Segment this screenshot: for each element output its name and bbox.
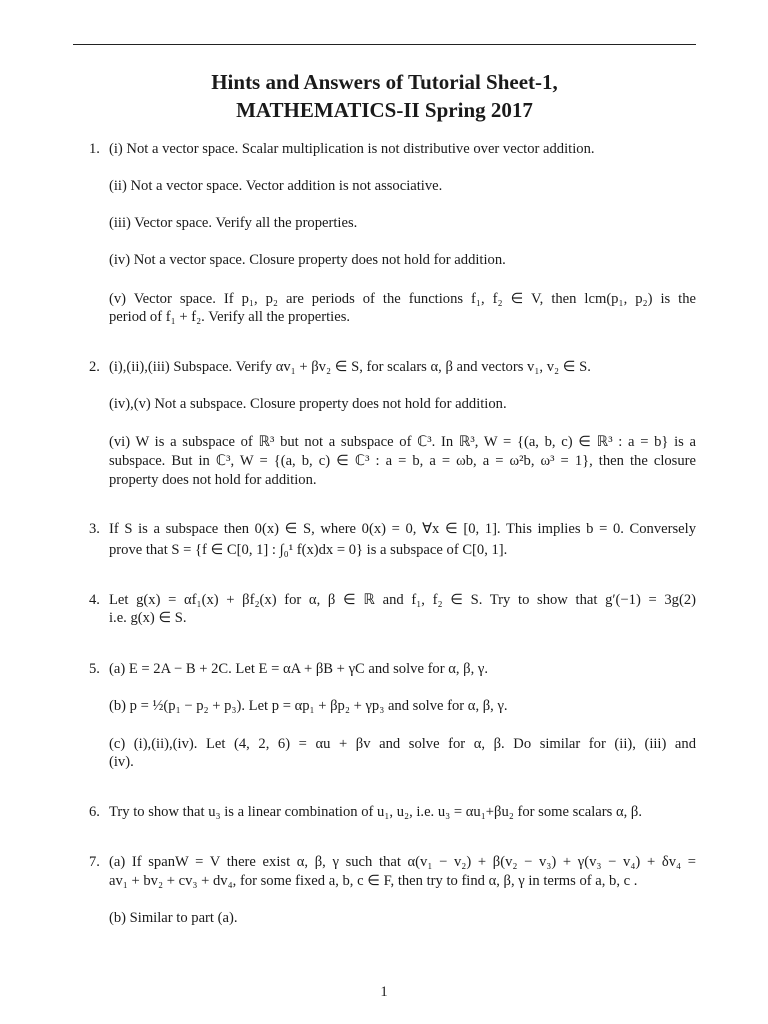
answer-line: (iv). [109, 754, 134, 770]
answer-line: Try to show that u₃ is a linear combination of u₁, u₂, i.e. u₃ = αu₁+βu₂ for some scalars α, β. [109, 804, 642, 820]
answer-line: If S is a subspace then 0(x) ∈ S, where 0(x) = 0, ∀x ∈ [0, 1]. This implies b = 0. Conversely [109, 521, 696, 537]
answer-line: period of f₁ + f₂. Verify all the properties. [109, 309, 351, 325]
answer-line: (vi) W is a subspace of ℝ³ but not a subspace of ℂ³. In ℝ³, W = {(a, b, c) ∈ ℝ³ : a = b} is a [109, 434, 696, 450]
answer-line: av₁ + bv₂ + cv₃ + dv₄, for some fixed a, b, c ∈ F, then try to find α, β, γ in terms of a, b, c . [109, 873, 638, 889]
item-number: 2. [89, 359, 100, 375]
answer-line: (iv) Not a vector space. Closure property does not hold for addition. [109, 252, 506, 268]
answer-line: property does not hold for addition. [109, 472, 317, 488]
answer-line: (c) (i),(ii),(iv). Let (4, 2, 6) = αu + βv and solve for α, β. Do similar for (ii), (iii) and [109, 736, 696, 752]
top-rule [73, 44, 696, 45]
answer-line: (i) Not a vector space. Scalar multiplication is not distributive over vector addition. [109, 141, 595, 157]
answer-line: (a) E = 2A − B + 2C. Let E = αA + βB + γC and solve for α, β, γ. [109, 661, 488, 677]
answer-line: (a) If spanW = V there exist α, β, γ such that α(v₁ − v₂) + β(v₂ − v₃) + γ(v₃ − v₄) + δv₄ = [109, 854, 696, 870]
answer-line: Let g(x) = αf₁(x) + βf₂(x) for α, β ∈ ℝ and f₁, f₂ ∈ S. Try to show that g′(−1) = 3g(2) [109, 592, 696, 608]
page-number: 1 [380, 984, 388, 1000]
item-number: 5. [89, 661, 100, 677]
answer-line: (iv),(v) Not a subspace. Closure property does not hold for addition. [109, 396, 507, 412]
item-number: 6. [89, 804, 100, 820]
page-title-line-2: MATHEMATICS-II Spring 2017 [236, 98, 533, 122]
answer-line: (v) Vector space. If p₁, p₂ are periods of the functions f₁, f₂ ∈ V, then lcm(p₁, p₂) is the [109, 291, 696, 307]
answer-line: (b) p = ½(p₁ − p₂ + p₃). Let p = αp₁ + βp₂ + γp₃ and solve for α, β, γ. [109, 698, 508, 714]
answer-line: (b) Similar to part (a). [109, 910, 238, 926]
page-title-line-1: Hints and Answers of Tutorial Sheet-1, [211, 70, 558, 94]
answer-line: i.e. g(x) ∈ S. [109, 610, 187, 626]
item-number: 3. [89, 521, 100, 537]
answer-line: (iii) Vector space. Verify all the properties. [109, 215, 358, 231]
item-number: 1. [89, 141, 100, 157]
answer-line: (i),(ii),(iii) Subspace. Verify αv₁ + βv₂ ∈ S, for scalars α, β and vectors v₁, v₂ ∈ S. [109, 359, 591, 375]
item-number: 7. [89, 854, 100, 870]
answer-line: (ii) Not a vector space. Vector addition is not associative. [109, 178, 443, 194]
item-number: 4. [89, 592, 100, 608]
answer-line: prove that S = {f ∈ C[0, 1] : ∫₀¹ f(x)dx = 0} is a subspace of C[0, 1]. [109, 542, 508, 558]
answer-line: subspace. But in ℂ³, W = {(a, b, c) ∈ ℂ³ : a = b, a = ωb, a = ω²b, ω³ = 1}, then the closure [109, 453, 696, 469]
